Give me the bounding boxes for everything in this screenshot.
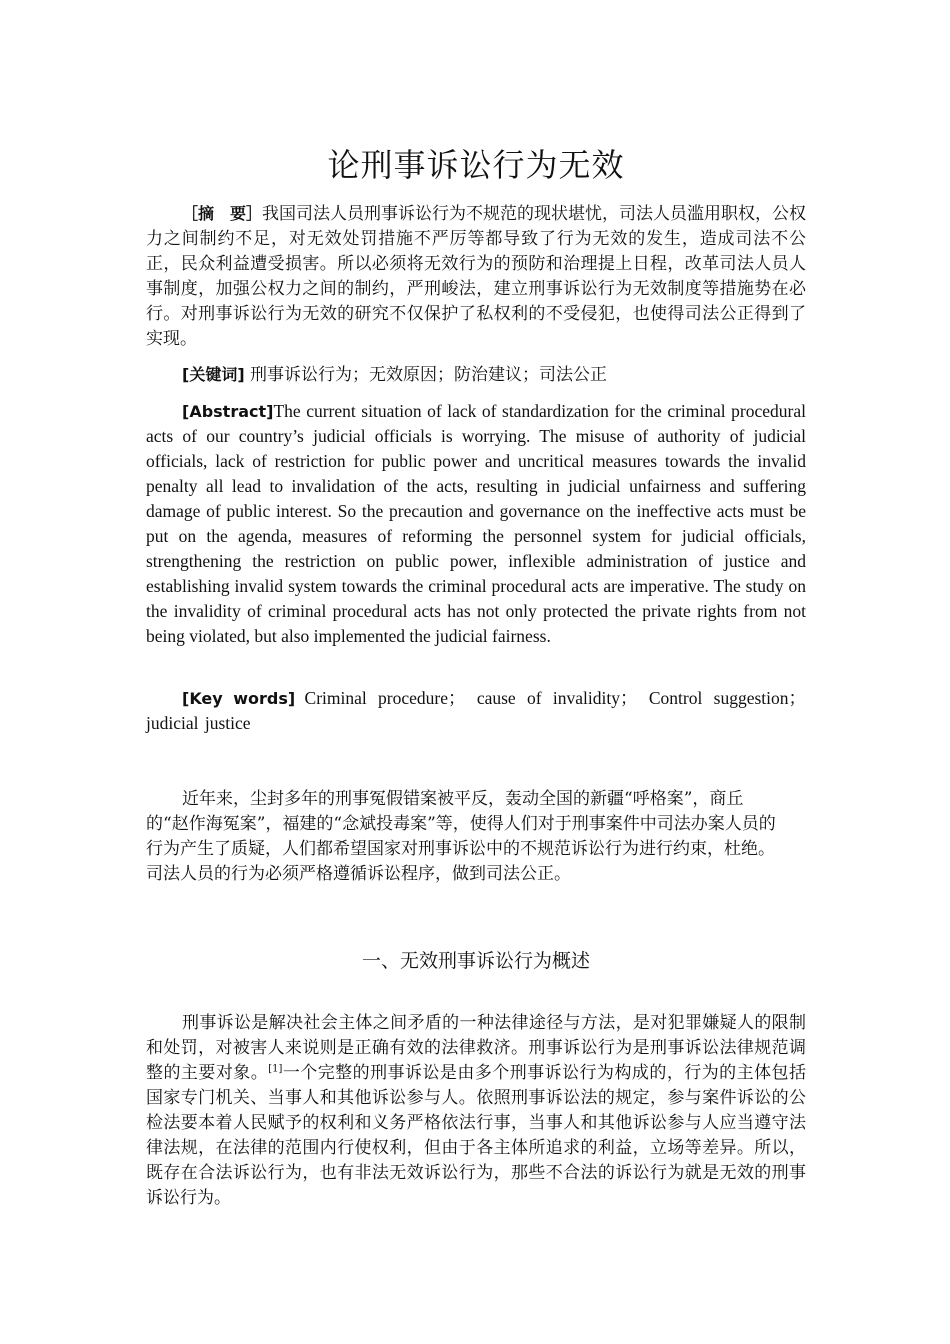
chinese-keywords-text: 刑事诉讼行为；无效原因；防治建议；司法公正 bbox=[250, 365, 608, 385]
english-abstract bbox=[146, 399, 806, 649]
english-keywords bbox=[146, 686, 806, 736]
english-abstract-text: The current situation of lack of standardization for the criminal procedural acts of our country’s judicial officials is worrying. The misuse of authority of judicial officials, lack of restriction for public power and uncritical measures towards the invalid penalty all lead to invalidation of the acts, resulting in judicial unfairness and suffering damage of public interest. So the precaution and governance on the ineffective acts must be put on the agenda, measures of reforming the personnel system for judicial officials, strengthening the restriction on public power, inflexible administration of justice and establishing invalid system towards the criminal procedural acts are imperative. The study on the invalidity of criminal procedural acts has not only protected the private rights from not being violated, but also implemented the judicial fairness. bbox=[146, 401, 806, 646]
english-keywords-label: [Key words] bbox=[182, 689, 296, 708]
chinese-keywords-label: [关键词] bbox=[182, 365, 245, 384]
citation-marker: [1] bbox=[268, 1063, 283, 1075]
section-paragraph-part2: 一个完整的刑事诉讼是由多个刑事诉讼行为构成的，行为的主体包括国家专门机关、当事人和其他诉讼参与人。依照刑事诉讼法的规定，参与案件诉讼的公检法要本着人民赋予的权利和义务严格依法行事，当事人和其他诉讼参与人应当遵守法律法规，在法律的范围内行使权利，但由于各主体所追求的利益，立场等差异。所以，既存在合法诉讼行为，也有非法无效诉讼行为，那些不合法的诉讼行为就是无效的刑事诉讼行为。 bbox=[146, 1063, 807, 1208]
english-keywords-text: Criminal procedure； cause of invalidity； Control suggestion； judicial justice bbox=[146, 688, 806, 733]
chinese-abstract-label: ［摘 要］ bbox=[182, 204, 263, 223]
section-paragraph-part1: 刑事诉讼是解决社会主体之间矛盾的一种法律途径与方法，是对犯罪嫌疑人的限制和处罚，对被害人来说则是正确有效的法律救济。刑事诉讼行为是刑事诉讼法律规范调整的主要对象。 bbox=[146, 1013, 806, 1083]
chinese-keywords bbox=[146, 362, 806, 388]
section-paragraph bbox=[146, 1011, 806, 1211]
introduction-paragraph: 近年来，尘封多年的刑事冤假错案被平反，轰动全国的新疆“呼格案”，商丘的“赵作海冤案”，福建的“念斌投毒案”等，使得人们对于刑事案件中司法办案人员的行为产生了质疑，人们都希望国家对刑事诉讼中的不规范诉讼行为进行约束，杜绝。司法人员的行为必须严格遵循诉讼程序，做到司法公正。 bbox=[146, 789, 776, 884]
section-heading: 一、无效刑事诉讼行为概述 bbox=[361, 950, 590, 972]
chinese-abstract-text: 我国司法人员刑事诉讼行为不规范的现状堪忧，司法人员滥用职权，公权力之间制约不足，对无效处罚措施不严厉等都导致了行为无效的发生，造成司法不公正，民众利益遭受损害。所以必须将无效行为的预防和治理提上日程，改革司法人员人事制度，加强公权力之间的制约，严刑峻法，建立刑事诉讼行为无效制度等措施势在必行。对刑事诉讼行为无效的研究不仅保护了私权利的不受侵犯，也使得司法公正得到了实现。 bbox=[146, 204, 807, 349]
page-title: 论刑事诉讼行为无效 bbox=[327, 146, 625, 184]
english-abstract-label: [Abstract] bbox=[182, 402, 274, 421]
chinese-abstract bbox=[146, 201, 806, 352]
